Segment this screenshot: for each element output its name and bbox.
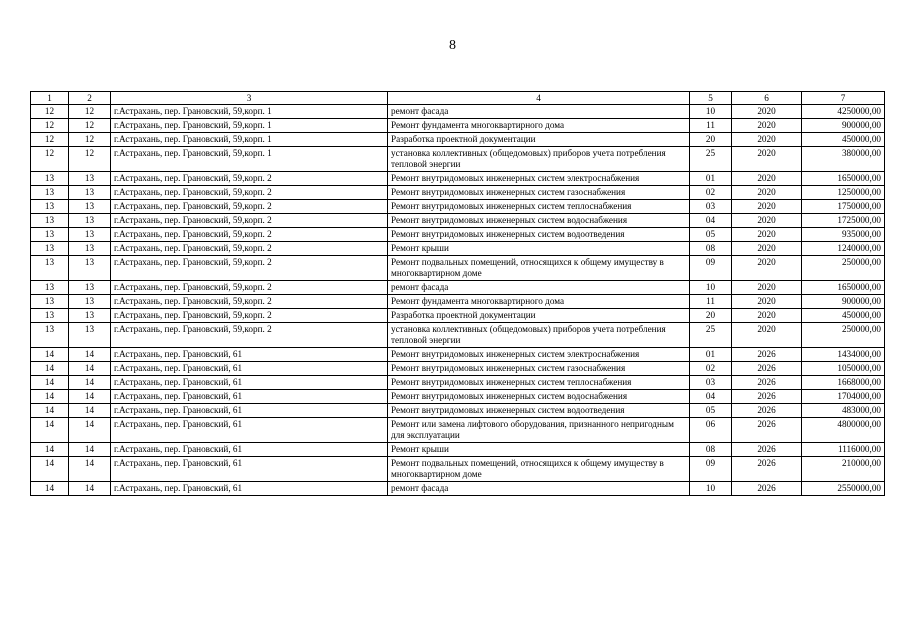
cell-address: г.Астрахань, пер. Грановский, 59,корп. 2 (111, 281, 388, 295)
cell-year: 2026 (732, 348, 802, 362)
cell-entry-number: 13 (31, 256, 69, 281)
table-row (31, 214, 885, 228)
cell-cost: 450000,00 (802, 133, 885, 147)
cell-year: 2020 (732, 214, 802, 228)
cell-year: 2020 (732, 242, 802, 256)
cell-cost: 900000,00 (802, 119, 885, 133)
table-row (31, 443, 885, 457)
cell-work-code: 20 (690, 309, 732, 323)
cell-work-type: ремонт фасада (388, 281, 690, 295)
cell-address: г.Астрахань, пер. Грановский, 59,корп. 2 (111, 242, 388, 256)
cell-house-number: 13 (69, 281, 111, 295)
cell-house-number: 12 (69, 119, 111, 133)
table-row (31, 147, 885, 172)
cell-entry-number: 14 (31, 390, 69, 404)
cell-house-number: 14 (69, 348, 111, 362)
cell-year: 2020 (732, 281, 802, 295)
cell-entry-number: 14 (31, 376, 69, 390)
cell-address: г.Астрахань, пер. Грановский, 59,корп. 1 (111, 119, 388, 133)
cell-house-number: 14 (69, 418, 111, 443)
table-row (31, 309, 885, 323)
cell-entry-number: 14 (31, 362, 69, 376)
cell-year: 2026 (732, 404, 802, 418)
table-row (31, 482, 885, 496)
cell-cost: 1434000,00 (802, 348, 885, 362)
cell-cost: 1050000,00 (802, 362, 885, 376)
cell-work-code: 11 (690, 119, 732, 133)
cell-work-type: Ремонт или замена лифтового оборудования, признанного непригодным для эксплуатации (388, 418, 690, 443)
table-row (31, 105, 885, 119)
cell-cost: 1250000,00 (802, 186, 885, 200)
cell-entry-number: 14 (31, 404, 69, 418)
header-cell: 7 (802, 92, 885, 105)
cell-work-type: Ремонт внутридомовых инженерных систем водоснабжения (388, 214, 690, 228)
cell-house-number: 14 (69, 390, 111, 404)
cell-entry-number: 13 (31, 228, 69, 242)
cell-work-code: 20 (690, 133, 732, 147)
cell-work-type: Ремонт крыши (388, 242, 690, 256)
cell-work-type: Ремонт внутридомовых инженерных систем газоснабжения (388, 362, 690, 376)
cell-work-code: 06 (690, 418, 732, 443)
cell-work-code: 02 (690, 362, 732, 376)
cell-year: 2020 (732, 105, 802, 119)
cell-house-number: 13 (69, 214, 111, 228)
cell-address: г.Астрахань, пер. Грановский, 61 (111, 348, 388, 362)
cell-cost: 1650000,00 (802, 281, 885, 295)
header-cell: 5 (690, 92, 732, 105)
cell-address: г.Астрахань, пер. Грановский, 61 (111, 390, 388, 404)
table-row (31, 323, 885, 348)
header-cell: 1 (31, 92, 69, 105)
cell-entry-number: 12 (31, 133, 69, 147)
cell-year: 2020 (732, 200, 802, 214)
cell-work-code: 08 (690, 242, 732, 256)
cell-address: г.Астрахань, пер. Грановский, 59,корп. 2 (111, 200, 388, 214)
cell-cost: 1704000,00 (802, 390, 885, 404)
cell-work-type: Ремонт внутридомовых инженерных систем газоснабжения (388, 186, 690, 200)
header-cell: 3 (111, 92, 388, 105)
header-cell: 4 (388, 92, 690, 105)
cell-cost: 4800000,00 (802, 418, 885, 443)
cell-work-code: 25 (690, 323, 732, 348)
cell-house-number: 13 (69, 172, 111, 186)
cell-year: 2026 (732, 482, 802, 496)
cell-work-type: ремонт фасада (388, 105, 690, 119)
cell-house-number: 13 (69, 256, 111, 281)
cell-entry-number: 13 (31, 172, 69, 186)
cell-work-code: 09 (690, 256, 732, 281)
cell-work-type: Ремонт фундамента многоквартирного дома (388, 119, 690, 133)
cell-address: г.Астрахань, пер. Грановский, 61 (111, 443, 388, 457)
cell-entry-number: 12 (31, 105, 69, 119)
cell-work-type: Ремонт внутридомовых инженерных систем водоотведения (388, 404, 690, 418)
cell-entry-number: 14 (31, 457, 69, 482)
cell-address: г.Астрахань, пер. Грановский, 59,корп. 2 (111, 214, 388, 228)
header-cell: 2 (69, 92, 111, 105)
cell-year: 2026 (732, 362, 802, 376)
cell-house-number: 13 (69, 295, 111, 309)
cell-work-code: 04 (690, 390, 732, 404)
cell-year: 2020 (732, 119, 802, 133)
cell-cost: 1240000,00 (802, 242, 885, 256)
table-row (31, 186, 885, 200)
cell-house-number: 14 (69, 404, 111, 418)
cell-year: 2026 (732, 443, 802, 457)
table-row (31, 348, 885, 362)
cell-work-code: 03 (690, 376, 732, 390)
cell-entry-number: 13 (31, 323, 69, 348)
cell-address: г.Астрахань, пер. Грановский, 61 (111, 404, 388, 418)
table-row (31, 390, 885, 404)
cell-entry-number: 13 (31, 186, 69, 200)
cell-house-number: 13 (69, 186, 111, 200)
cell-house-number: 13 (69, 242, 111, 256)
cell-entry-number: 14 (31, 348, 69, 362)
cell-work-type: Ремонт внутридомовых инженерных систем теплоснабжения (388, 200, 690, 214)
cell-work-code: 25 (690, 147, 732, 172)
cell-cost: 250000,00 (802, 323, 885, 348)
cell-address: г.Астрахань, пер. Грановский, 59,корп. 2 (111, 295, 388, 309)
header-cell: 6 (732, 92, 802, 105)
cell-entry-number: 13 (31, 309, 69, 323)
cell-work-code: 05 (690, 228, 732, 242)
cell-year: 2026 (732, 457, 802, 482)
cell-work-type: Ремонт фундамента многоквартирного дома (388, 295, 690, 309)
cell-address: г.Астрахань, пер. Грановский, 59,корп. 1 (111, 147, 388, 172)
table-row (31, 281, 885, 295)
cell-entry-number: 14 (31, 418, 69, 443)
cell-work-code: 02 (690, 186, 732, 200)
cell-entry-number: 13 (31, 200, 69, 214)
table-header-row (31, 92, 885, 105)
cell-work-type: Ремонт внутридомовых инженерных систем электроснабжения (388, 348, 690, 362)
cell-cost: 4250000,00 (802, 105, 885, 119)
cell-work-type: Ремонт крыши (388, 443, 690, 457)
cell-entry-number: 12 (31, 147, 69, 172)
table-row (31, 133, 885, 147)
cell-work-code: 01 (690, 172, 732, 186)
cell-work-code: 11 (690, 295, 732, 309)
cell-entry-number: 13 (31, 295, 69, 309)
cell-year: 2020 (732, 256, 802, 281)
cell-entry-number: 12 (31, 119, 69, 133)
table-row (31, 242, 885, 256)
cell-address: г.Астрахань, пер. Грановский, 59,корп. 2 (111, 323, 388, 348)
cell-cost: 250000,00 (802, 256, 885, 281)
table-row (31, 404, 885, 418)
cell-entry-number: 14 (31, 482, 69, 496)
cell-work-type: ремонт фасада (388, 482, 690, 496)
cell-entry-number: 13 (31, 281, 69, 295)
table-row (31, 376, 885, 390)
page-number: 8 (449, 38, 456, 53)
cell-address: г.Астрахань, пер. Грановский, 59,корп. 2 (111, 256, 388, 281)
cell-year: 2020 (732, 186, 802, 200)
cell-work-code: 10 (690, 482, 732, 496)
cell-work-type: Ремонт внутридомовых инженерных систем теплоснабжения (388, 376, 690, 390)
cell-year: 2020 (732, 133, 802, 147)
cell-work-type: Ремонт внутридомовых инженерных систем электроснабжения (388, 172, 690, 186)
cell-cost: 1116000,00 (802, 443, 885, 457)
cell-year: 2020 (732, 323, 802, 348)
table-row (31, 228, 885, 242)
cell-work-code: 08 (690, 443, 732, 457)
cell-year: 2020 (732, 147, 802, 172)
cell-address: г.Астрахань, пер. Грановский, 59,корп. 2 (111, 186, 388, 200)
cell-work-type: установка коллективных (общедомовых) приборов учета потребления тепловой энергии (388, 147, 690, 172)
cell-year: 2026 (732, 390, 802, 404)
cell-year: 2026 (732, 376, 802, 390)
cell-cost: 483000,00 (802, 404, 885, 418)
cell-house-number: 13 (69, 323, 111, 348)
cell-entry-number: 13 (31, 242, 69, 256)
table-row (31, 362, 885, 376)
cell-work-code: 03 (690, 200, 732, 214)
cell-year: 2020 (732, 228, 802, 242)
cell-address: г.Астрахань, пер. Грановский, 59,корп. 1 (111, 105, 388, 119)
cell-work-code: 10 (690, 281, 732, 295)
cell-work-code: 05 (690, 404, 732, 418)
cell-cost: 210000,00 (802, 457, 885, 482)
cell-year: 2020 (732, 295, 802, 309)
cell-house-number: 13 (69, 228, 111, 242)
cell-cost: 1650000,00 (802, 172, 885, 186)
cell-entry-number: 14 (31, 443, 69, 457)
cell-house-number: 14 (69, 443, 111, 457)
cell-work-type: Ремонт внутридомовых инженерных систем водоотведения (388, 228, 690, 242)
cell-house-number: 14 (69, 376, 111, 390)
cell-year: 2020 (732, 172, 802, 186)
table-row (31, 200, 885, 214)
cell-house-number: 13 (69, 200, 111, 214)
table-row (31, 119, 885, 133)
cell-address: г.Астрахань, пер. Грановский, 61 (111, 482, 388, 496)
cell-house-number: 14 (69, 482, 111, 496)
cell-house-number: 14 (69, 362, 111, 376)
table-row (31, 295, 885, 309)
cell-cost: 1725000,00 (802, 214, 885, 228)
cell-address: г.Астрахань, пер. Грановский, 61 (111, 376, 388, 390)
cell-address: г.Астрахань, пер. Грановский, 61 (111, 457, 388, 482)
cell-cost: 450000,00 (802, 309, 885, 323)
cell-house-number: 14 (69, 457, 111, 482)
cell-work-type: Разработка проектной документации (388, 133, 690, 147)
cell-house-number: 12 (69, 133, 111, 147)
cell-cost: 2550000,00 (802, 482, 885, 496)
cell-cost: 1668000,00 (802, 376, 885, 390)
cell-work-code: 09 (690, 457, 732, 482)
cell-house-number: 12 (69, 147, 111, 172)
cell-work-type: Ремонт внутридомовых инженерных систем водоснабжения (388, 390, 690, 404)
cell-work-code: 04 (690, 214, 732, 228)
cell-address: г.Астрахань, пер. Грановский, 59,корп. 2 (111, 172, 388, 186)
cell-work-type: Разработка проектной документации (388, 309, 690, 323)
table-row (31, 172, 885, 186)
cell-year: 2020 (732, 309, 802, 323)
cell-work-code: 10 (690, 105, 732, 119)
cell-address: г.Астрахань, пер. Грановский, 59,корп. 2 (111, 228, 388, 242)
table-row (31, 457, 885, 482)
cell-house-number: 12 (69, 105, 111, 119)
cell-work-type: установка коллективных (общедомовых) приборов учета потребления тепловой энергии (388, 323, 690, 348)
cell-address: г.Астрахань, пер. Грановский, 59,корп. 1 (111, 133, 388, 147)
table-row (31, 256, 885, 281)
cell-work-type: Ремонт подвальных помещений, относящихся к общему имуществу в многоквартирном доме (388, 457, 690, 482)
cell-address: г.Астрахань, пер. Грановский, 61 (111, 362, 388, 376)
cell-work-code: 01 (690, 348, 732, 362)
cell-address: г.Астрахань, пер. Грановский, 61 (111, 418, 388, 443)
table-row (31, 418, 885, 443)
cell-cost: 1750000,00 (802, 200, 885, 214)
cell-house-number: 13 (69, 309, 111, 323)
cell-cost: 900000,00 (802, 295, 885, 309)
cell-cost: 935000,00 (802, 228, 885, 242)
cell-address: г.Астрахань, пер. Грановский, 59,корп. 2 (111, 309, 388, 323)
repair-schedule-table (30, 91, 885, 496)
cell-cost: 380000,00 (802, 147, 885, 172)
cell-entry-number: 13 (31, 214, 69, 228)
cell-year: 2026 (732, 418, 802, 443)
cell-work-type: Ремонт подвальных помещений, относящихся к общему имуществу в многоквартирном доме (388, 256, 690, 281)
